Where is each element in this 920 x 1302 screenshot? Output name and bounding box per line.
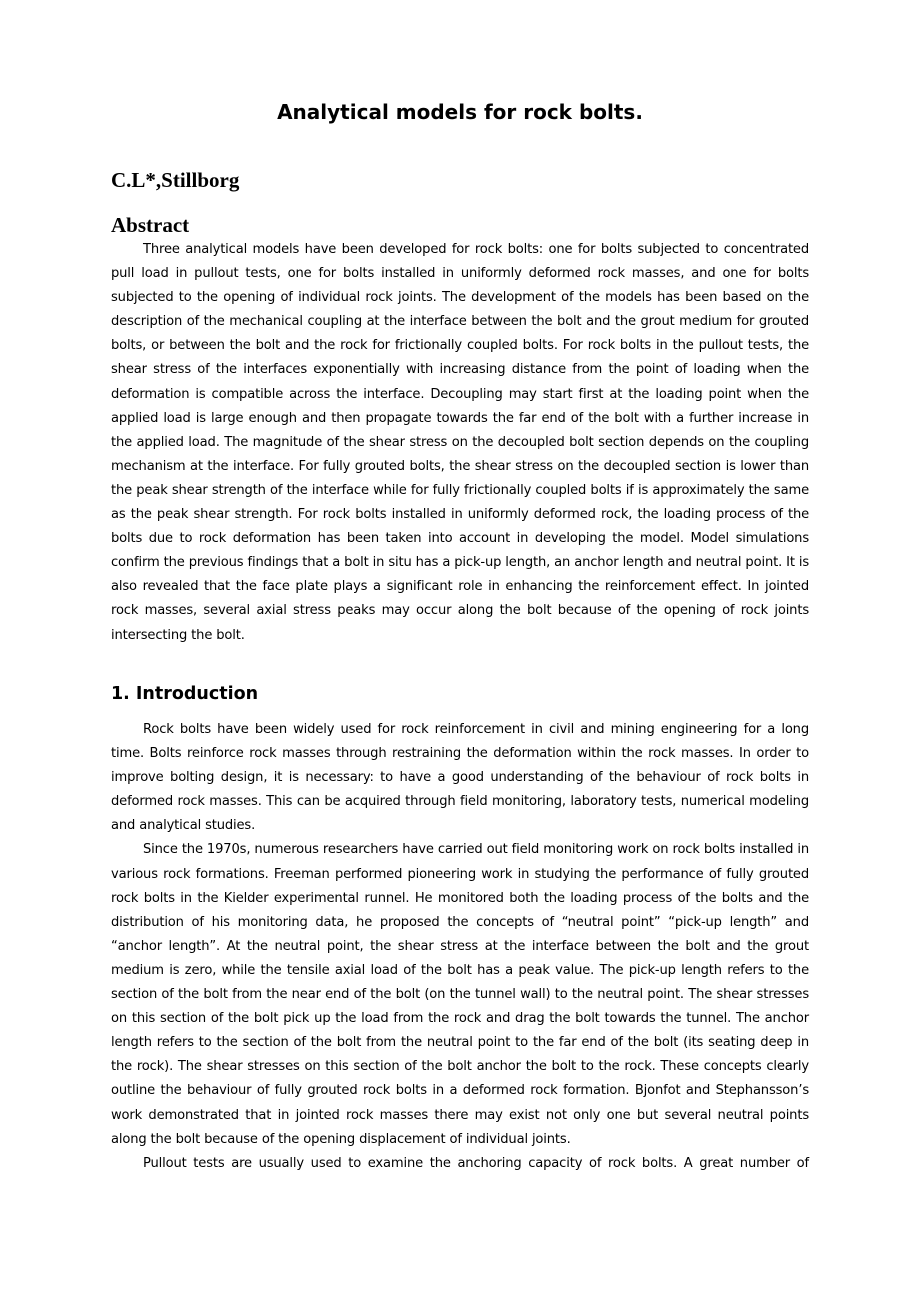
abstract-section	[111, 238, 809, 648]
paper-title: Analytical models for rock bolts.	[277, 100, 643, 124]
introduction-paragraph-3: Pullout tests are usually used to examine the anchoring capacity of rock bolts. A great number of	[143, 1155, 809, 1171]
introduction-section	[111, 718, 809, 1176]
introduction-paragraph-2: Since the 1970s, numerous researchers have carried out field monitoring work on rock bolts installed in various rock formations. Freeman performed pioneering work in studying the performance of fully grouted rock bolts in the Kielder experimental runnel. He monitored both the loading process of the bolts and the distribution of his monitoring data, he proposed the concepts of “neutral point” “pick-up length” and “anchor length”. At the neutral point, the shear stress at the interface between the bolt and the grout medium is zero, while the tensile axial load of the bolt has a peak value. The pick-up length refers to the section of the bolt from the near end of the bolt (on the tunnel wall) to the neutral point. The shear stresses on this section of the bolt pick up the load from the rock and drag the bolt towards the tunnel. The anchor length refers to the section of the bolt from the neutral point to the far end of the bolt (its seating deep in the rock). The shear stresses on this section of the bolt anchor the bolt to the rock. These concepts clearly outline the behaviour of fully grouted rock bolts in a deformed rock formation. Bjonfot and Stephansson’s work demonstrated that in jointed rock masses there may exist not only one but several neutral points along the bolt because of the opening displacement of individual joints.	[111, 842, 809, 1147]
introduction-heading: 1. Introduction	[111, 684, 259, 704]
abstract-heading: Abstract	[111, 213, 190, 237]
abstract-paragraph: Three analytical models have been developed for rock bolts: one for bolts subjected to concentrated pull load in pullout tests, one for bolts installed in uniformly deformed rock masses, and one for bolts subjected to the opening of individual rock joints. The development of the models has been based on the description of the mechanical coupling at the interface between the bolt and the grout medium for grouted bolts, or between the bolt and the rock for frictionally coupled bolts. For rock bolts in the pullout tests, the shear stress of the interfaces exponentially with increasing distance from the point of loading when the deformation is compatible across the interface. Decoupling may start first at the loading point when the applied load is large enough and then propagate towards the far end of the bolt with a further increase in the applied load. The magnitude of the shear stress on the decoupled bolt section depends on the coupling mechanism at the interface. For fully grouted bolts, the shear stress on the decoupled section is lower than the peak shear strength of the interface while for fully frictionally coupled bolts if is approximately the same as the peak shear strength. For rock bolts installed in uniformly deformed rock, the loading process of the bolts due to rock deformation has been taken into account in developing the model. Model simulations confirm the previous findings that a bolt in situ has a pick-up length, an anchor length and neutral point. It is also revealed that the face plate plays a significant role in enhancing the reinforcement effect. In jointed rock masses, several axial stress peaks may occur along the bolt because of the opening of rock joints intersecting the bolt.	[111, 242, 809, 643]
introduction-paragraph-1: Rock bolts have been widely used for rock reinforcement in civil and mining engineering for a long time. Bolts reinforce rock masses through restraining the deformation within the rock masses. In order to improve bolting design, it is necessary: to have a good understanding of the behaviour of rock bolts in deformed rock masses. This can be acquired through field monitoring, laboratory tests, numerical modeling and analytical studies.	[111, 722, 809, 834]
paper-authors: C.L*,Stillborg	[111, 168, 240, 192]
